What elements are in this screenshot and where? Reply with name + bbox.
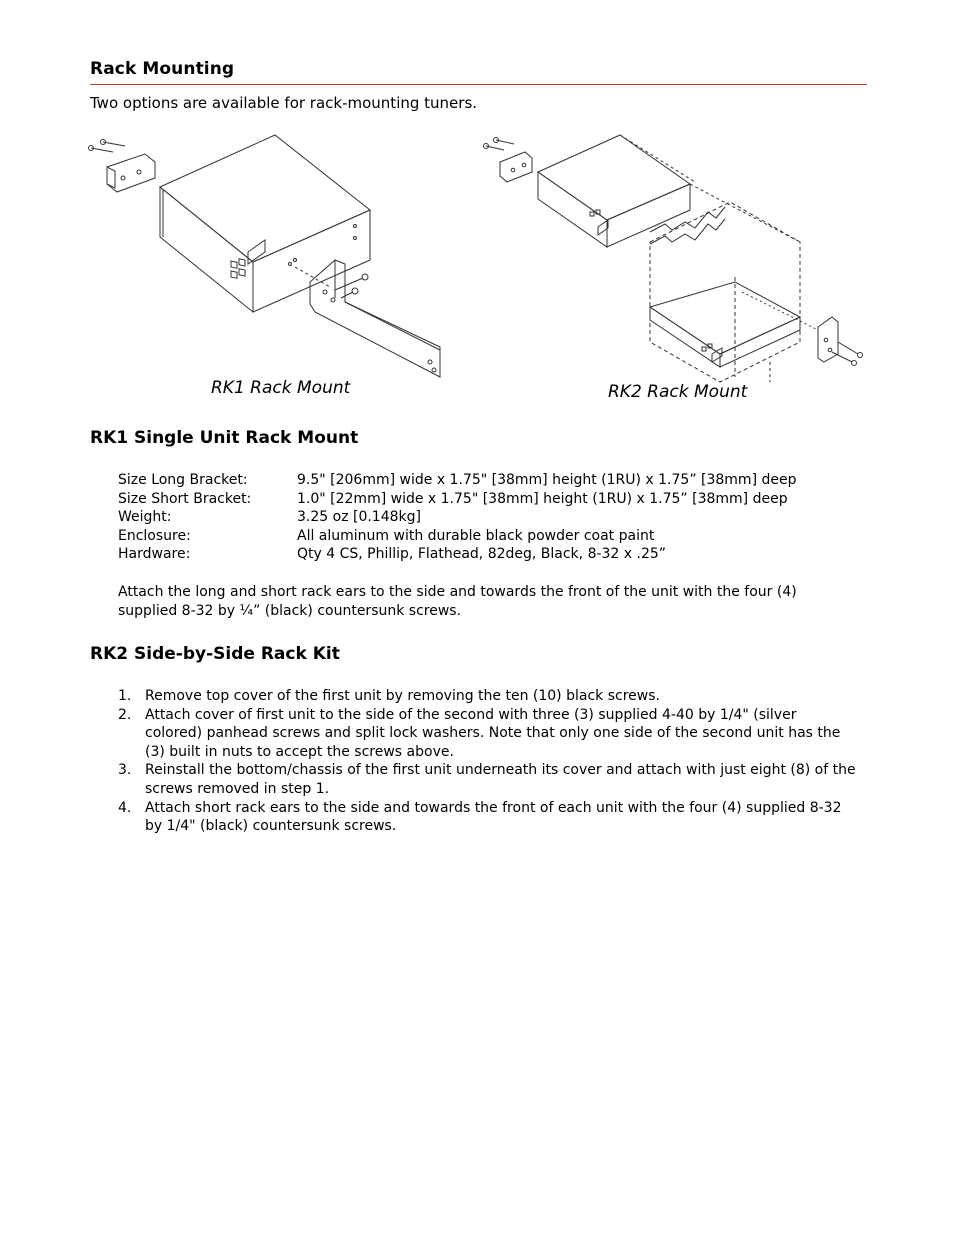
spec-label: Size Long Bracket: [118,472,248,488]
spec-value: 3.25 oz [0.148kg] [297,509,421,526]
spec-label: Size Short Bracket: [118,490,252,507]
rk2-diagram [480,132,870,387]
rk1-heading: RK1 Single Unit Rack Mount [90,428,359,448]
spec-value: Qty 4 CS, Phillip, Flathead, 82deg, Black, 8-32 x .25” [297,546,667,563]
step-text: Reinstall the bottom/chassis of the first unit underneath its cover and attach with just eight (8) of the screws removed in step 1. [145,762,856,797]
title-rule [90,84,867,85]
list-item [118,799,858,836]
intro-text: Two options are available for rack-mounting tuners. [90,94,478,112]
spec-label: Hardware: [118,546,191,563]
list-item [118,706,858,762]
spec-row [118,545,796,564]
spec-row [118,471,796,490]
rk1-caption: RK1 Rack Mount [211,378,351,398]
rk1-note: Attach the long and short rack ears to the side and towards the front of the unit with the four (4) supplied 8-32 by ¼” (black) countersunk screws. [118,584,797,619]
rk2-steps-list [118,687,858,836]
rk1-spec-table [118,471,796,564]
step-number: 4. [118,799,132,816]
step-number: 2. [118,706,132,723]
spec-value: 9.5" [206mm] wide x 1.75" [38mm] height (1RU) x 1.75” [38mm] deep [297,472,797,488]
step-text: Attach cover of first unit to the side of the second with three (3) supplied 4-40 by 1/4" (silver colored) panhead screws and split lock washers. Note that only one side of the second unit has the (3) built in nuts to accept the screws above. [145,706,841,760]
spec-row [118,490,796,509]
list-item [118,687,858,706]
section-title: Rack Mounting [90,59,235,79]
spec-label: Weight: [118,509,172,526]
spec-row [118,508,796,527]
spec-value: All aluminum with durable black powder coat paint [297,527,655,544]
list-item [118,761,858,798]
rk2-heading: RK2 Side-by-Side Rack Kit [90,644,340,664]
spec-row [118,527,796,546]
step-text: Remove top cover of the first unit by removing the ten (10) black screws. [145,688,660,704]
spec-label: Enclosure: [118,527,191,544]
step-text: Attach short rack ears to the side and towards the front of each unit with the four (4) supplied 8-32 by 1/4" (black) countersunk screws. [145,799,842,835]
step-number: 3. [118,762,132,779]
rk2-caption: RK2 Rack Mount [608,382,748,402]
rk1-diagram [85,132,455,387]
step-number: 1. [118,688,132,704]
spec-value: 1.0" [22mm] wide x 1.75" [38mm] height (1RU) x 1.75” [38mm] deep [297,490,788,507]
